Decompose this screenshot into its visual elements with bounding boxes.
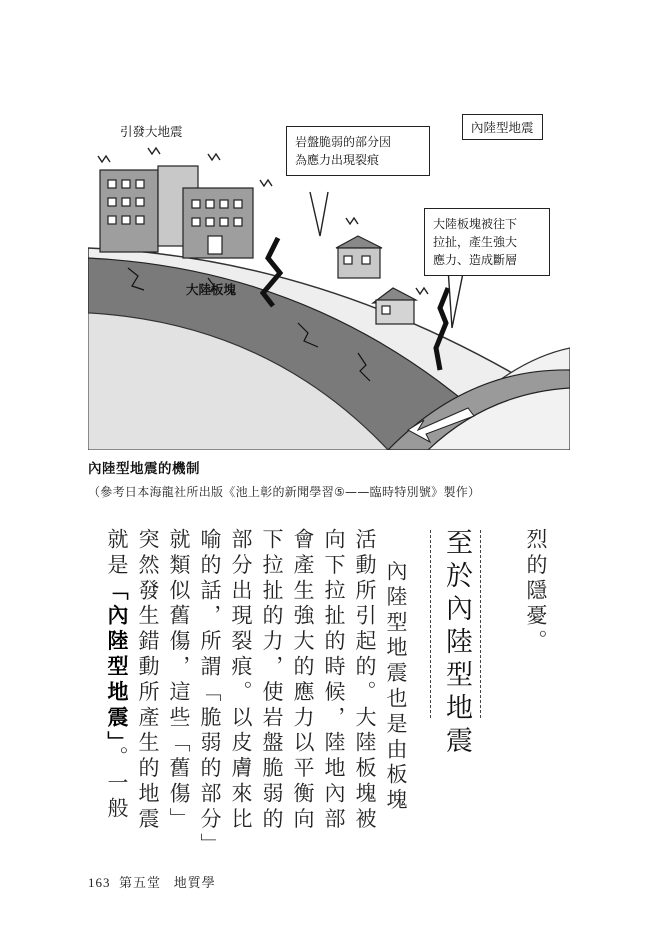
section-heading: 至於內陸型地震 — [441, 528, 472, 759]
plate-pull-line-3: 應力、造成斷層 — [433, 253, 518, 267]
page-footer — [88, 872, 216, 891]
text-col-6: 部分出現裂痕。以皮膚來比 — [229, 528, 253, 833]
page-number: 163 — [88, 875, 111, 890]
text-col-3: 向下拉扯的時候，陸地內部 — [322, 528, 346, 833]
text-col-10-pre: 就是 — [105, 528, 129, 579]
plate-label: 大陸板塊 — [186, 282, 237, 297]
chapter-label: 第五堂 — [119, 875, 162, 890]
text-col-2: 活動所引起的。大陸板塊被 — [353, 528, 377, 833]
text-col-10-post: 。一般 — [105, 746, 129, 823]
subject-label: 地質學 — [173, 875, 216, 890]
figure-caption — [88, 457, 588, 500]
plate-pull-callout — [424, 208, 550, 276]
text-col-4: 會產生強大的應力以平衡向 — [291, 528, 315, 833]
weak-rock-callout — [286, 126, 430, 176]
caption-subtitle: （參考日本海龍社所出版《池上彰的新聞學習⑤——臨時特別號》製作） — [88, 485, 481, 499]
earthquake-mechanism-figure — [88, 108, 570, 450]
text-col-7: 喻的話，所謂「脆弱的部分」 — [198, 528, 222, 859]
text-col-9: 突然發生錯動所產生的地震 — [136, 528, 160, 833]
weak-rock-line-1: 岩盤脆弱的部分因 — [295, 135, 392, 149]
caption-title: 內陸型地震的機制 — [88, 461, 200, 477]
text-col-10 — [101, 528, 132, 822]
heading-rule-left — [430, 530, 431, 718]
type-tag — [462, 114, 543, 140]
type-tag-text: 內陸型地震 — [471, 120, 534, 135]
plate-pull-line-1: 大陸板塊被往下 — [433, 217, 518, 231]
heading-rule-right — [480, 530, 481, 718]
plate-pull-line-2: 拉扯，產生強大 — [433, 235, 518, 249]
text-col-prev: 烈的隱憂。 — [524, 528, 548, 655]
text-col-8: 就類似舊傷，這些「舊傷」 — [167, 528, 191, 833]
text-col-1: 內陸型地震也是由板塊 — [384, 560, 408, 814]
text-col-10-bold: 「內陸型地震」 — [105, 578, 129, 747]
major-quake-label: 引發大地震 — [120, 124, 183, 139]
weak-rock-line-2: 為應力出現裂痕 — [295, 153, 380, 167]
text-col-5: 下拉扯的力，使岩盤脆弱的 — [260, 528, 284, 833]
buildings-group — [100, 166, 253, 258]
